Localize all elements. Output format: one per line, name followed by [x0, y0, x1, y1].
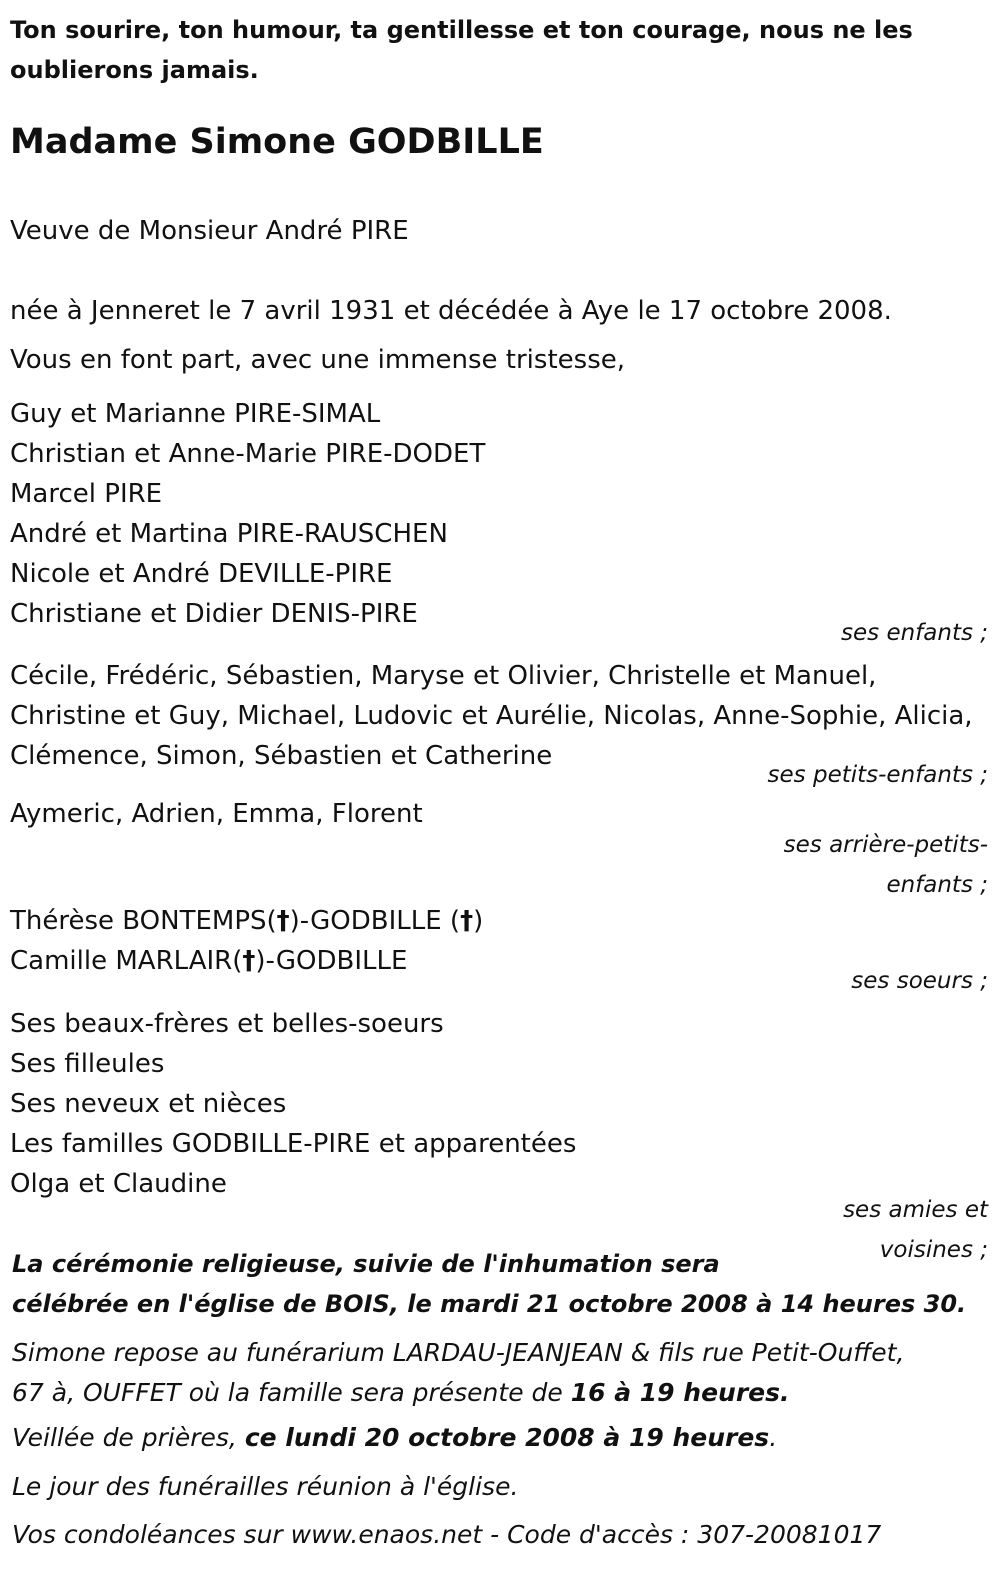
others-line: Ses beaux-frères et belles-soeurs: [10, 1009, 444, 1039]
funerarium-text: [12, 1333, 904, 1413]
child-name: Christiane et Didier DENIS-PIRE: [10, 599, 418, 629]
great-grandchildren-line: Aymeric, Adrien, Emma, Florent: [10, 799, 423, 829]
children-list: [10, 394, 485, 634]
vigil-line: Veillée de prières, ce lundi 20 octobre 2008 à 19 heures.: [12, 1423, 778, 1452]
others-label-2: voisines ;: [879, 1237, 988, 1263]
opening-quote: [10, 10, 913, 90]
cross-icon: †: [460, 906, 474, 936]
others-label-1: ses amies et: [843, 1197, 988, 1223]
child-name: Christian et Anne-Marie PIRE-DODET: [10, 439, 486, 469]
others-line: Olga et Claudine: [10, 1169, 227, 1199]
quote-line-2: oublierons jamais.: [10, 56, 259, 84]
meeting-line: Le jour des funérailles réunion à l'église.: [12, 1472, 519, 1501]
ceremony-line-2: célébrée en l'église de BOIS, le mardi 21 octobre 2008 à 14 heures 30.: [12, 1290, 967, 1318]
funerarium-line-1: Simone repose au funérarium LARDAU-JEANJEAN & fils rue Petit-Ouffet,: [12, 1338, 905, 1367]
child-name: Nicole et André DEVILLE-PIRE: [10, 559, 393, 589]
child-name: Marcel PIRE: [10, 479, 163, 509]
others-line: Les familles GODBILLE-PIRE et apparentées: [10, 1129, 577, 1159]
sister-line: Thérèse BONTEMPS(†)-GODBILLE (†): [10, 906, 484, 936]
grandchildren-list: [10, 656, 973, 776]
intro-line: Vous en font part, avec une immense tristesse,: [10, 345, 625, 375]
sisters-list: [10, 901, 483, 981]
others-line: Ses filleules: [10, 1049, 165, 1079]
ceremony-line-1: La cérémonie religieuse, suivie de l'inhumation sera: [12, 1250, 720, 1278]
others-list: [10, 1004, 576, 1204]
great-grandchildren-label-2: enfants ;: [886, 872, 988, 898]
ceremony-text: [12, 1244, 966, 1324]
deceased-name: Madame Simone GODBILLE: [10, 122, 544, 162]
children-label: ses enfants ;: [841, 620, 988, 646]
grandchildren-line: Clémence, Simon, Sébastien et Catherine: [10, 741, 553, 771]
funerarium-line-2: 67 à, OUFFET où la famille sera présente de 16 à 19 heures.: [12, 1378, 790, 1407]
child-name: Guy et Marianne PIRE-SIMAL: [10, 399, 381, 429]
sisters-label: ses soeurs ;: [851, 968, 988, 994]
grandchildren-line: Cécile, Frédéric, Sébastien, Maryse et Olivier, Christelle et Manuel,: [10, 661, 877, 691]
others-line: Ses neveux et nièces: [10, 1089, 287, 1119]
quote-line-1: Ton sourire, ton humour, ta gentillesse et ton courage, nous ne les: [10, 16, 913, 44]
condolences-line: Vos condoléances sur www.enaos.net - Code d'accès : 307-20081017: [12, 1520, 882, 1549]
grandchildren-line: Christine et Guy, Michael, Ludovic et Aurélie, Nicolas, Anne-Sophie, Alicia,: [10, 701, 973, 731]
great-grandchildren-label: [784, 825, 988, 905]
cross-icon: †: [242, 946, 256, 976]
widow-line: Veuve de Monsieur André PIRE: [10, 216, 409, 246]
great-grandchildren-label-1: ses arrière-petits-: [783, 832, 988, 858]
birth-death-line: née à Jenneret le 7 avril 1931 et décédée à Aye le 17 octobre 2008.: [10, 296, 892, 326]
sister-line: Camille MARLAIR(†)-GODBILLE: [10, 946, 408, 976]
child-name: André et Martina PIRE-RAUSCHEN: [10, 519, 448, 549]
grandchildren-label: ses petits-enfants ;: [767, 762, 988, 788]
cross-icon: †: [276, 906, 290, 936]
